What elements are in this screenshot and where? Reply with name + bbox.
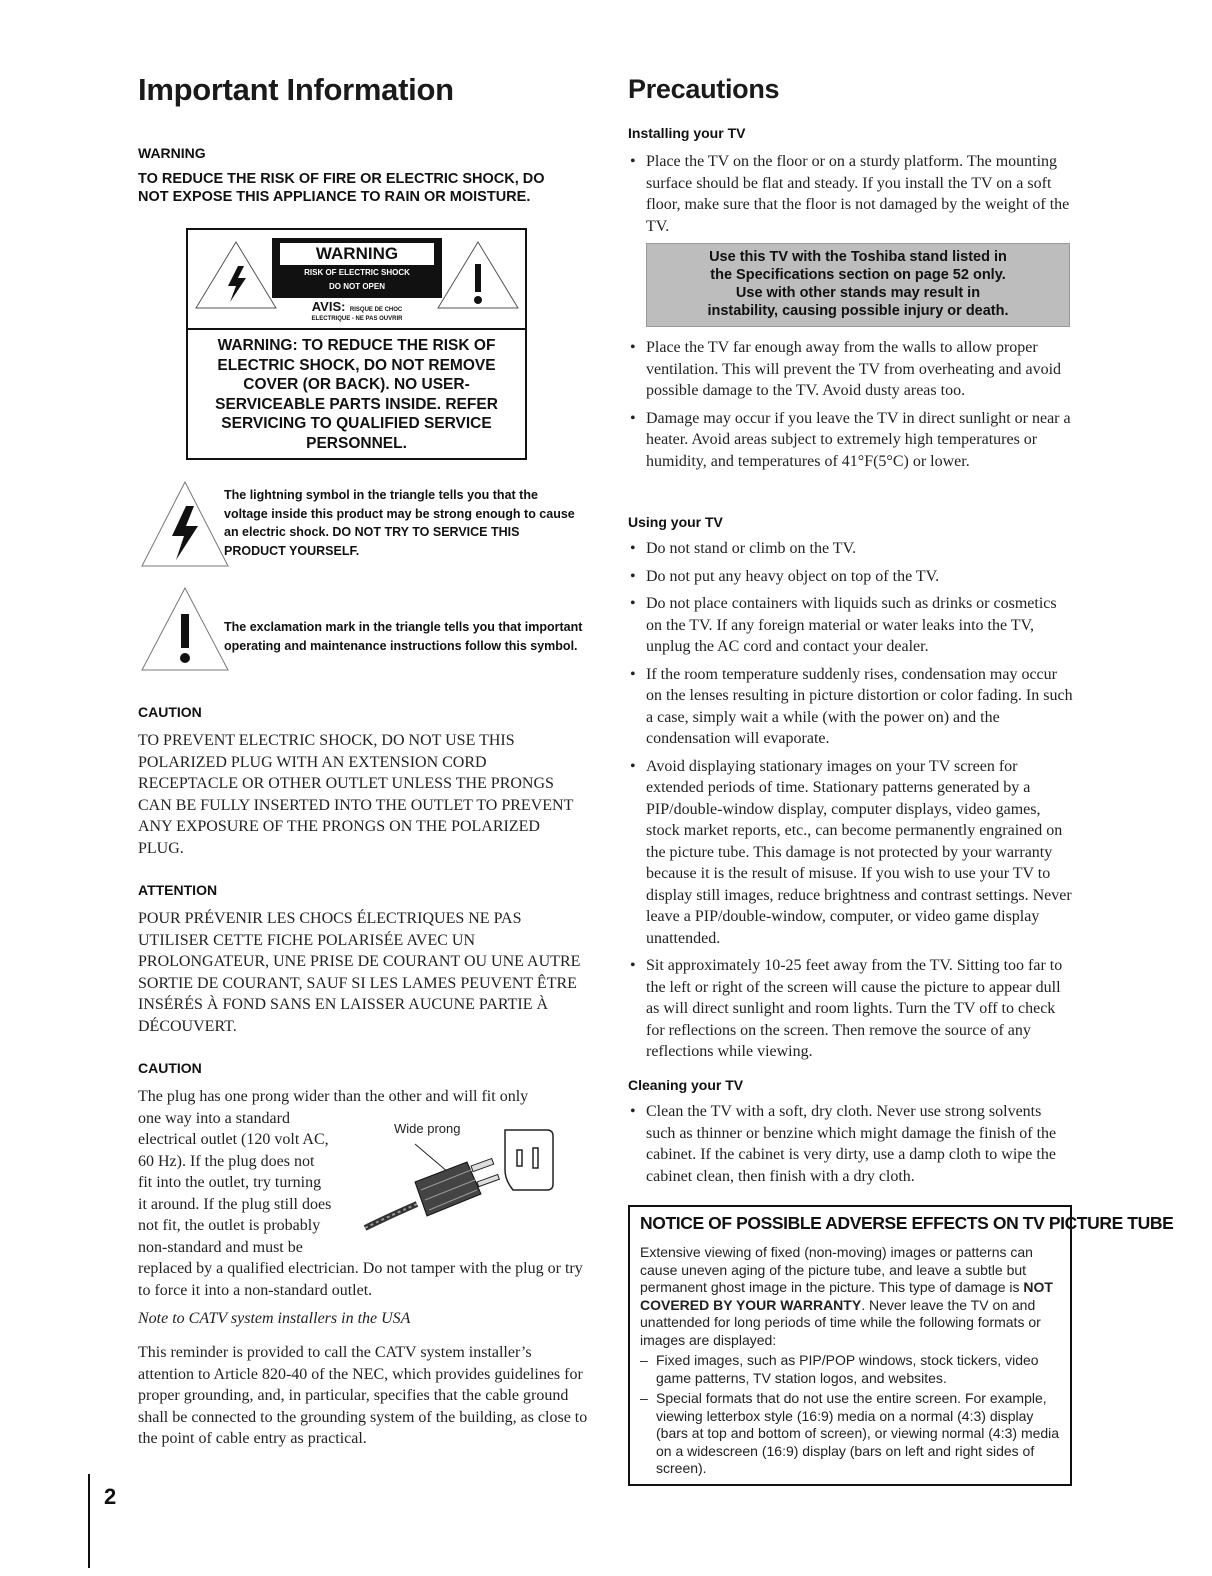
catv-text: This reminder is provided to call the CATV system installer’s attention to Article 820-40 of the NEC, which provides guidelines for proper grounding, and, in particular, specifies that the cable ground shall be connected to the grounding system of the building, as close to the point of cable entry as practical. (138, 1344, 588, 1447)
caution2-line: electrical outlet (120 volt AC, (138, 1131, 329, 1148)
bullet-item: • Avoid displaying stationary images on your TV screen for extended periods of time. Stationary patterns generated by a PIP/double-window display, computer displays, video games, stock market reports, etc., can become permanently engrained on the picture tube. This damage is not protected by your warranty because it is the result of misuse. If you wish to use your TV to display still images, reduce brightness and contrast settings. Never leave a PIP/double-window, computer, or video game display unattended. (630, 757, 1072, 947)
bullet-text: Damage may occur if you leave the TV in direct sunlight or near a heater. Avoid areas subject to extremely high temperatures or humidity, and temperatures of 41°F(5°C) or lower. (646, 409, 1071, 470)
exclamation-bar-icon (475, 264, 481, 292)
stand-warning-box (646, 243, 1070, 327)
sign-line1: RISK OF ELECTRIC SHOCK (304, 268, 410, 277)
polarized-plug-icon (355, 1120, 560, 1240)
bullet-text: Sit approximately 10-25 feet away from the TV. Sitting too far to the left or right of the screen will cause the picture to appear dull as will direct sunlight and room lights. Turn the TV off to check for reflections on the screen. Then remove the source of any reflections while viewing. (646, 957, 1063, 1060)
page-number: 2 (104, 1484, 117, 1509)
avis-small1: RISQUE DE CHOC (349, 307, 403, 313)
using-label: Using your TV (628, 514, 723, 530)
bullet-item: • Damage may occur if you leave the TV in direct sunlight or near a heater. Avoid areas subject to extremely high temperatures or humidity, and temperatures of 41°F(5°C) or lower. (630, 409, 1071, 470)
caution2-line: 60 Hz). If the plug does not (138, 1152, 315, 1170)
notice-warranty: NOT COVERED BY YOUR WARRANTY (640, 1279, 1053, 1313)
cleaning-label: Cleaning your TV (628, 1077, 744, 1093)
page-title: Important Information (138, 72, 454, 107)
bullet-item: • Place the TV on the floor or on a sturdy platform. The mounting surface should be flat and steady. If you install the TV on a soft floor, make sure that the floor is not damaged by the weight of the TV. (630, 153, 1070, 235)
bullet-item: • Do not place containers with liquids such as drinks or cosmetics on the TV. If any foreign material or water leaks into the TV, unplug the AC cord and contact your dealer. (630, 595, 1057, 655)
caution1-label: CAUTION (138, 704, 202, 720)
avis-line (272, 301, 442, 316)
stand-line: Use with other stands may result in (735, 285, 981, 301)
attention-label: ATTENTION (138, 882, 218, 898)
bullet-text: Do not stand or climb on the TV. (646, 540, 857, 557)
bullet-item: • Sit approximately 10-25 feet away from the TV. Sitting too far to the left or right of the screen will cause the picture to appear dull as will direct sunlight and room lights. Turn the TV off to check for reflections on the screen. Then remove the source of any reflections while viewing. (630, 957, 1063, 1060)
lightning-note: The lightning symbol in the triangle tells you that the voltage inside this product may be strong enough to cause an electric shock. DO NOT TRY TO SERVICE THIS PRODUCT YOURSELF. (224, 488, 575, 558)
installing-section-2 (628, 337, 1074, 478)
bullet-item: • Do not stand or climb on the TV. (630, 540, 857, 557)
bullet-text: Clean the TV with a soft, dry cloth. Never use strong solvents such as thinner or benzine which might damage the finish of the cabinet. If the cabinet is very dirty, use a damp cloth to wipe the cabinet clean, then finish with a dry cloth. (646, 1103, 1057, 1185)
exclamation-note: The exclamation mark in the triangle tells you that important operating and maintenance instructions follow this symbol. (224, 620, 583, 653)
notice-intro-b: . Never leave the TV on and unattended for long periods of time while the following formats or images are displayed: (640, 1296, 1041, 1348)
caution2-rest: replaced by a qualified electrician. Do not tamper with the plug or try to force it into a non-standard outlet. (138, 1260, 583, 1299)
notice-item-text: Fixed images, such as PIP/POP windows, stock tickers, video game patterns, TV station logos, and websites. (656, 1352, 1039, 1386)
bullet-text: Place the TV far enough away from the walls to allow proper ventilation. This will prevent the TV from overheating and avoid possible damage to the TV. Avoid dusty areas too. (646, 339, 1062, 399)
caution2-line: not fit, the outlet is probably (138, 1217, 321, 1234)
caution1-text: TO PREVENT ELECTRIC SHOCK, DO NOT USE THIS POLARIZED PLUG WITH AN EXTENSION CORD RECEPTACLE OR OTHER OUTLET UNLESS THE PRONGS CAN BE FULLY INSERTED INTO THE OUTLET TO PREVENT ANY EXPOSURE OF THE PRONGS ON THE POLARIZED PLUG. (138, 732, 574, 857)
picture-tube-notice (628, 1205, 1174, 1486)
bullet-item: • Do not put any heavy object on top of the TV. (630, 567, 940, 585)
notice-intro (640, 1244, 1060, 1349)
caution2-line: fit into the outlet, try turning (138, 1174, 322, 1191)
stand-line: the Specifications section on page 52 only. (710, 267, 1006, 283)
lightning-symbol-icon (140, 480, 230, 570)
caution2-line: non-standard and must be (138, 1238, 303, 1256)
caution2-line: it around. If the plug still does (138, 1195, 332, 1213)
caution2-line: one way into a standard (138, 1109, 290, 1127)
caution2-line: The plug has one prong wider than the other and will fit only (138, 1088, 529, 1105)
bullet-text: Avoid displaying stationary images on your TV screen for extended periods of time. Stationary patterns generated by a PIP/double-window display, computer displays, video games, stock market reports, etc., can become permanently engrained on the picture tube. This damage is not protected by your warranty because it is the result of misuse. If you wish to use your TV to display still images, reduce brightness and contrast settings. Never leave a PIP/double-window, computer, or video game display unattended. (646, 757, 1072, 947)
notice-item-text: Special formats that do not use the entire screen. For example, viewing letterbox style (16:9) media on a normal (4:3) display (bars at top and bottom of screen), or viewing normal (4:3) media on a widescreen (16:9) display (bars on left and right sides of screen). (656, 1390, 1060, 1476)
notice-item: – Special formats that do not use the entire screen. For example, viewing letterbox style (16:9) media on a normal (4:3) display (bars at top and bottom of screen), or viewing normal (4:3) media on a widescreen (16:9) display (bars on left and right sides of screen). (640, 1390, 1060, 1476)
bullet-text: Do not put any heavy object on top of the TV. (646, 567, 940, 585)
notice-title: NOTICE OF POSSIBLE ADVERSE EFFECTS ON TV PICTURE TUBE (640, 1213, 1174, 1233)
avis-small2: ELECTRIQUE - NE PAS OUVRIR (311, 316, 403, 322)
attention-text: POUR PRÉVENIR LES CHOCS ÉLECTRIQUES NE PAS UTILISER CETTE FICHE POLARISÉE AVEC UN PROLONGATEUR, UNE PRISE DE COURANT OU UNE AUTRE SORTIE DE COURANT, SAUF SI LES LAMES PEUVENT ÊTRE INSÉRÉS À FOND SANS EN LAISSER AUCUNE PARTIE À DÉCOUVERT. (138, 910, 581, 1035)
using-section (628, 538, 1074, 1069)
installing-section (628, 151, 1074, 243)
bullet-text: Place the TV on the floor or on a sturdy platform. The mounting surface should be flat and steady. If you install the TV on a soft floor, make sure that the floor is not damaged by the weight of the TV. (646, 153, 1070, 235)
label-box-divider (188, 328, 525, 330)
bullet-item: • If the room temperature suddenly rises, condensation may occur on the lenses resulting in picture distortion or color fading. In such a case, simply wait a while (with the power on) and the condensation will evaporate. (630, 665, 1073, 747)
exclamation-symbol-icon (140, 586, 230, 672)
bullet-item: • Clean the TV with a soft, dry cloth. Never use strong solvents such as thinner or benzine which might damage the finish of the cabinet. If the cabinet is very dirty, use a damp cloth to wipe the cabinet clean, then finish with a dry cloth. (630, 1103, 1057, 1185)
cleaning-section (628, 1101, 1074, 1193)
caution2-label: CAUTION (138, 1060, 202, 1076)
exclamation-dot-icon (474, 296, 482, 304)
sign-title: WARNING (315, 244, 399, 263)
stand-line: instability, causing possible injury or death. (707, 303, 1009, 319)
notice-item: – Fixed images, such as PIP/POP windows, stock tickers, video game patterns, TV station logos, and websites. (640, 1352, 1039, 1386)
bullet-text: If the room temperature suddenly rises, condensation may occur on the lenses resulting in picture distortion or color fading. In such a case, simply wait a while (with the power on) and the condensation will evaporate. (646, 665, 1073, 747)
stand-line: Use this TV with the Toshiba stand listed in (709, 249, 1007, 265)
page-margin-rule (88, 1474, 90, 1568)
avis-word: AVIS: (311, 299, 346, 314)
warning-label-box (186, 228, 527, 460)
installing-label: Installing your TV (628, 125, 746, 141)
label-box-text: WARNING: TO REDUCE THE RISK OF ELECTRIC SHOCK, DO NOT REMOVE COVER (OR BACK). NO USER-SERVICEABLE PARTS INSIDE. REFER SERVICING TO QUALIFIED SERVICE PERSONNEL. (215, 337, 498, 452)
bullet-text: Do not place containers with liquids such as drinks or cosmetics on the TV. If any foreign material or water leaks into the TV, unplug the AC cord and contact your dealer. (646, 595, 1057, 655)
notice-intro-a: Extensive viewing of fixed (non-moving) images or patterns can cause uneven aging of the picture tube, and leave a subtle but permanent ghost image in the picture. This type of damage is (640, 1244, 1033, 1295)
catv-heading: Note to CATV system installers in the USA (138, 1310, 411, 1327)
bullet-item: • Place the TV far enough away from the walls to allow proper ventilation. This will prevent the TV from overheating and avoid possible damage to the TV. Avoid dusty areas too. (630, 339, 1062, 399)
wide-prong-label: Wide prong (394, 1121, 461, 1136)
warning-label: WARNING (138, 145, 206, 161)
precautions-title: Precautions (628, 74, 780, 104)
sign-line2: DO NOT OPEN (328, 282, 385, 291)
warning-text: TO REDUCE THE RISK OF FIRE OR ELECTRIC SHOCK, DO NOT EXPOSE THIS APPLIANCE TO RAIN OR MOISTURE. (138, 171, 545, 205)
